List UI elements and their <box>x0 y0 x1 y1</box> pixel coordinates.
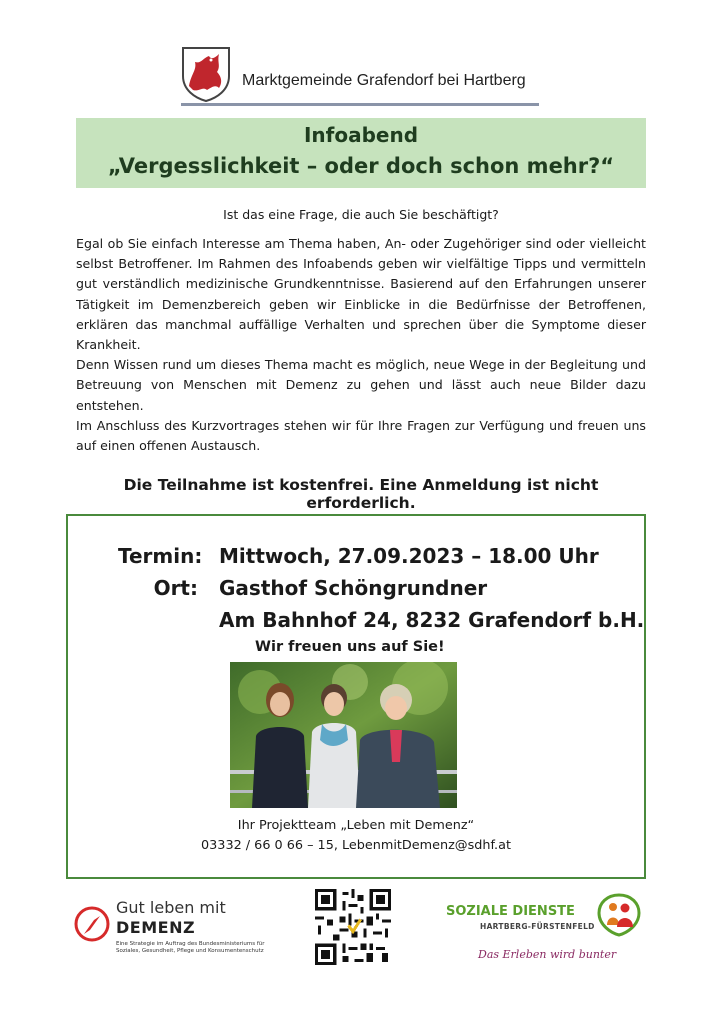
venue-address: Am Bahnhof 24, 8232 Grafendorf b.H. <box>219 608 645 632</box>
page-title: Infoabend <box>303 123 419 147</box>
free-notice: Die Teilnahme ist kostenfrei. Eine Anmeldung ist nicht erforderlich. <box>123 476 599 512</box>
welcome-text: Wir freuen uns auf Sie! <box>255 639 445 655</box>
termin-value: Mittwoch, 27.09.2023 – 18.00 Uhr <box>219 544 599 568</box>
team-photo <box>230 662 457 808</box>
gut-leben-note: Eine Strategie im Auftrag des Bundesministeriums für Soziales, Gesundheit, Pflege und Konsumentenschutz <box>116 941 265 954</box>
team-name: Ihr Projektteam „Leben mit Demenz“ <box>237 818 475 833</box>
body-paragraph-2: Denn Wissen rund um dieses Thema macht es möglich, neue Wege in der Begleitung und Betreuung von Menschen mit Demenz zu gehen und lässt auch neue Bilder dazu entstehen. <box>76 357 646 413</box>
soziale-dienste-subtitle: HARTBERG-FÜRSTENFELD <box>480 922 595 931</box>
municipality-name: Marktgemeinde Grafendorf bei Hartberg <box>242 72 526 89</box>
body-paragraph-1: Egal ob Sie einfach Interesse am Thema haben, An- oder Zugehöriger sind oder vielleicht selbst Betroffener. Im Rahmen des Infoabends geben wir vielfältige Tipps und vermitteln gut verständlich medizinische Grundkenntnisse. Basierend auf den Erfahrungen unserer Tätigkeit im Demenzbereich geben wir Einblicke in die Bedürfnisse der Betroffenen, erklären das manchmal auffällige Verhalten und sprechen über die Symptome dieser Krankheit. <box>76 236 646 353</box>
gut-leben-line2: DEMENZ <box>116 918 196 937</box>
body-text <box>76 234 646 456</box>
compass-icon <box>74 906 110 942</box>
crest-icon <box>181 46 231 102</box>
soziale-dienste-title: SOZIALE DIENSTE <box>446 904 575 919</box>
header-divider <box>181 103 539 106</box>
contact-info: 03332 / 66 0 66 – 15, LebenmitDemenz@sdhf.at <box>201 838 511 853</box>
soziale-dienste-slogan: Das Erleben wird bunter <box>478 948 617 961</box>
venue-name: Gasthof Schöngrundner <box>219 576 488 600</box>
intro-question: Ist das eine Frage, die auch Sie beschäftigt? <box>223 207 499 222</box>
qr-code-icon[interactable] <box>315 889 391 965</box>
soziale-dienste-logo-icon <box>597 893 641 937</box>
gut-leben-line1: Gut leben mit <box>116 898 226 917</box>
page-subtitle: „Vergesslichkeit – oder doch schon mehr?“ <box>107 154 615 178</box>
termin-label: Termin: <box>118 544 203 568</box>
ort-label: Ort: <box>153 576 198 600</box>
body-paragraph-3: Im Anschluss des Kurzvortrages stehen wir für Ihre Fragen zur Verfügung und freuen uns auf einen offenen Austausch. <box>76 417 646 454</box>
